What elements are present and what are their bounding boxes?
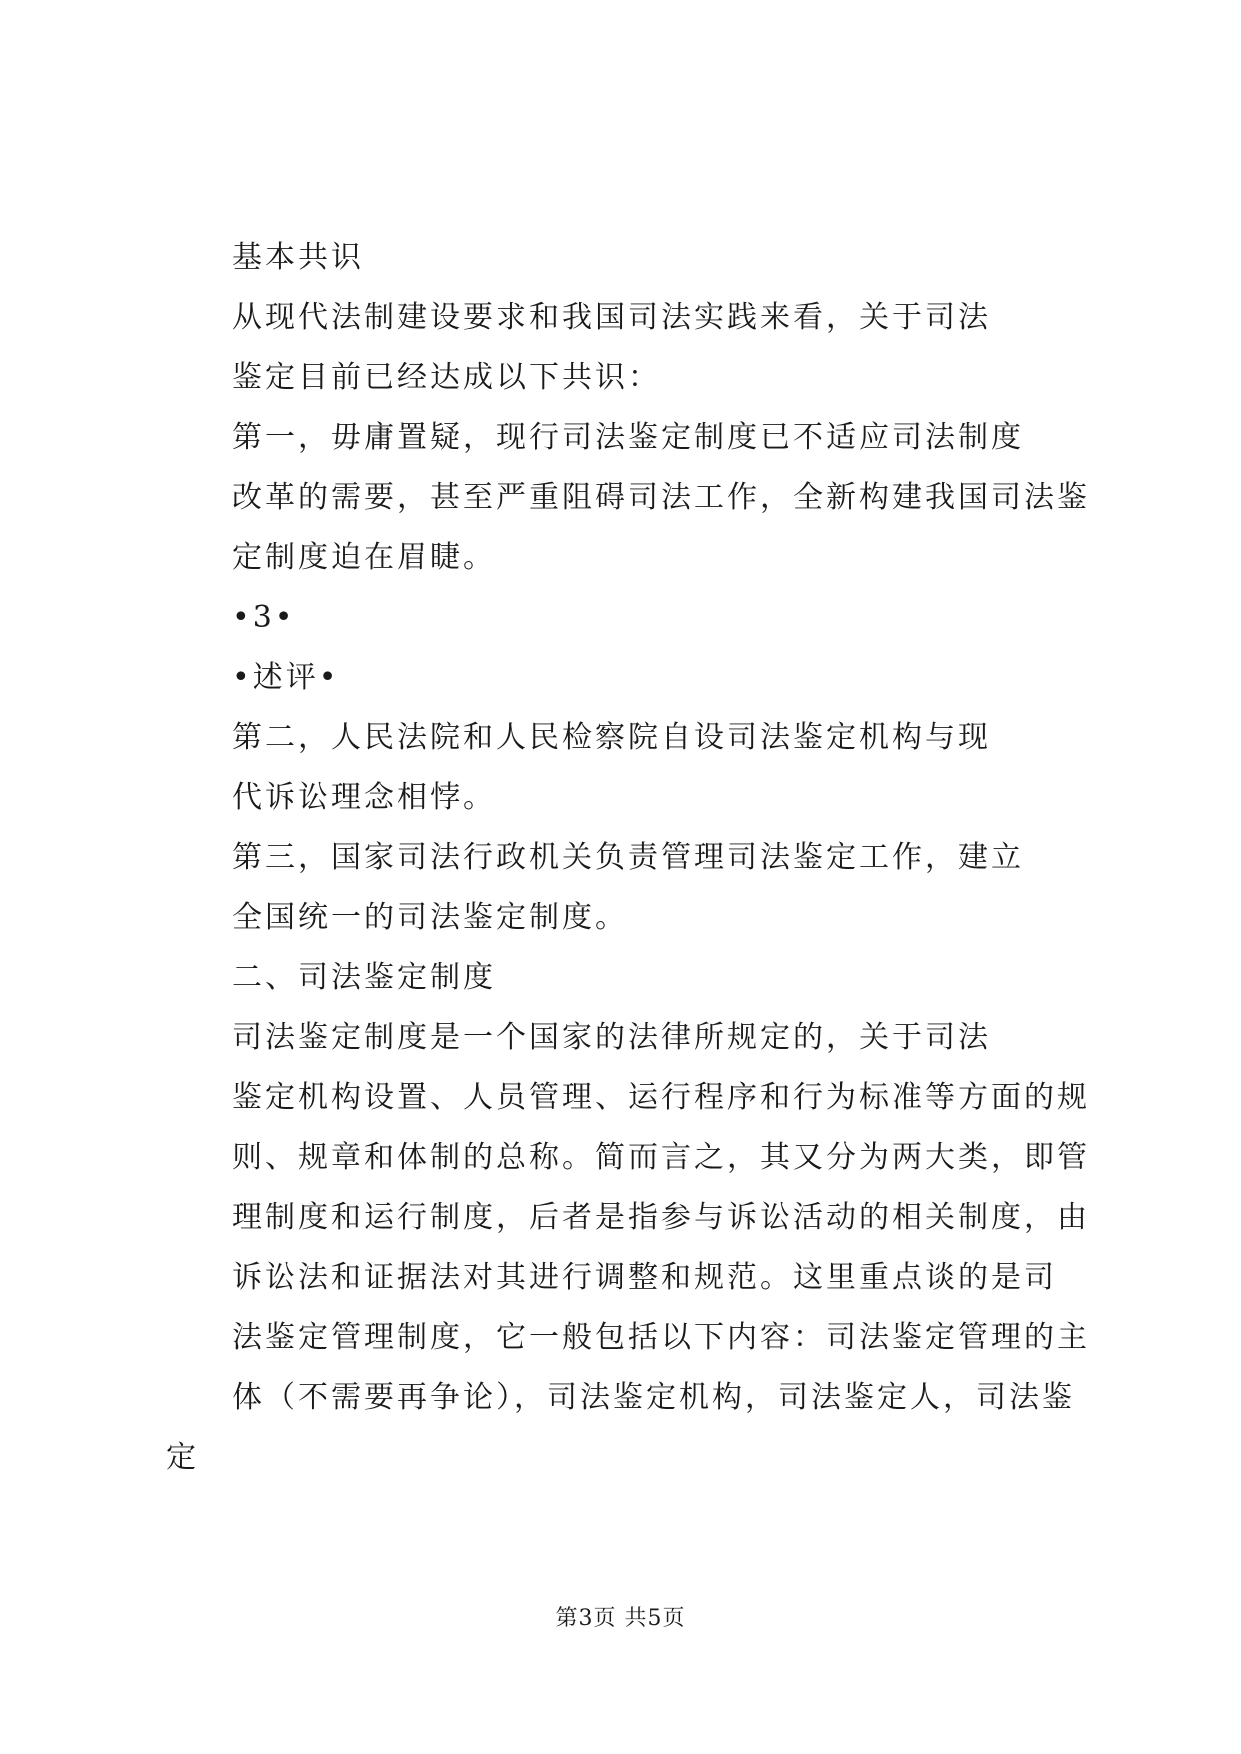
page-footer: 第3页 共5页 [555,1606,686,1631]
text-line: 鉴定目前已经达成以下共识： [232,360,661,395]
section-heading: 二、司法鉴定制度 [232,960,496,995]
section-marker-review: •述评• [232,660,340,695]
text-line-heading-consensus: 基本共识 [232,240,364,275]
text-line: 体（不需要再争论），司法鉴定机构，司法鉴定人，司法鉴 [232,1380,1075,1415]
text-line: 改革的需要，甚至严重阻碍司法工作，全新构建我国司法鉴 [232,480,1090,515]
text-line: 定制度迫在眉睫。 [232,540,496,575]
text-line: 司法鉴定制度是一个国家的法律所规定的，关于司法 [232,1020,991,1055]
text-line: 鉴定机构设置、人员管理、运行程序和行为标准等方面的规 [232,1080,1090,1115]
text-line: 诉讼法和证据法对其进行调整和规范。这里重点谈的是司 [232,1260,1057,1295]
text-line: 第一，毋庸置疑，现行司法鉴定制度已不适应司法制度 [232,420,1024,455]
text-line: 全国统一的司法鉴定制度。 [232,900,628,935]
text-line: 第二，人民法院和人民检察院自设司法鉴定机构与现 [232,720,991,755]
text-line: 定 [166,1440,199,1475]
text-line: 理制度和运行制度，后者是指参与诉讼活动的相关制度，由 [232,1200,1090,1235]
text-line: 法鉴定管理制度，它一般包括以下内容：司法鉴定管理的主 [232,1320,1090,1355]
text-line: 从现代法制建设要求和我国司法实践来看，关于司法 [232,300,991,335]
text-line: 第三，国家司法行政机关负责管理司法鉴定工作，建立 [232,840,1024,875]
text-line: 代诉讼理念相悖。 [232,780,496,815]
text-line: 则、规章和体制的总称。简而言之，其又分为两大类，即管 [232,1140,1090,1175]
inline-page-marker: •3• [232,600,296,635]
